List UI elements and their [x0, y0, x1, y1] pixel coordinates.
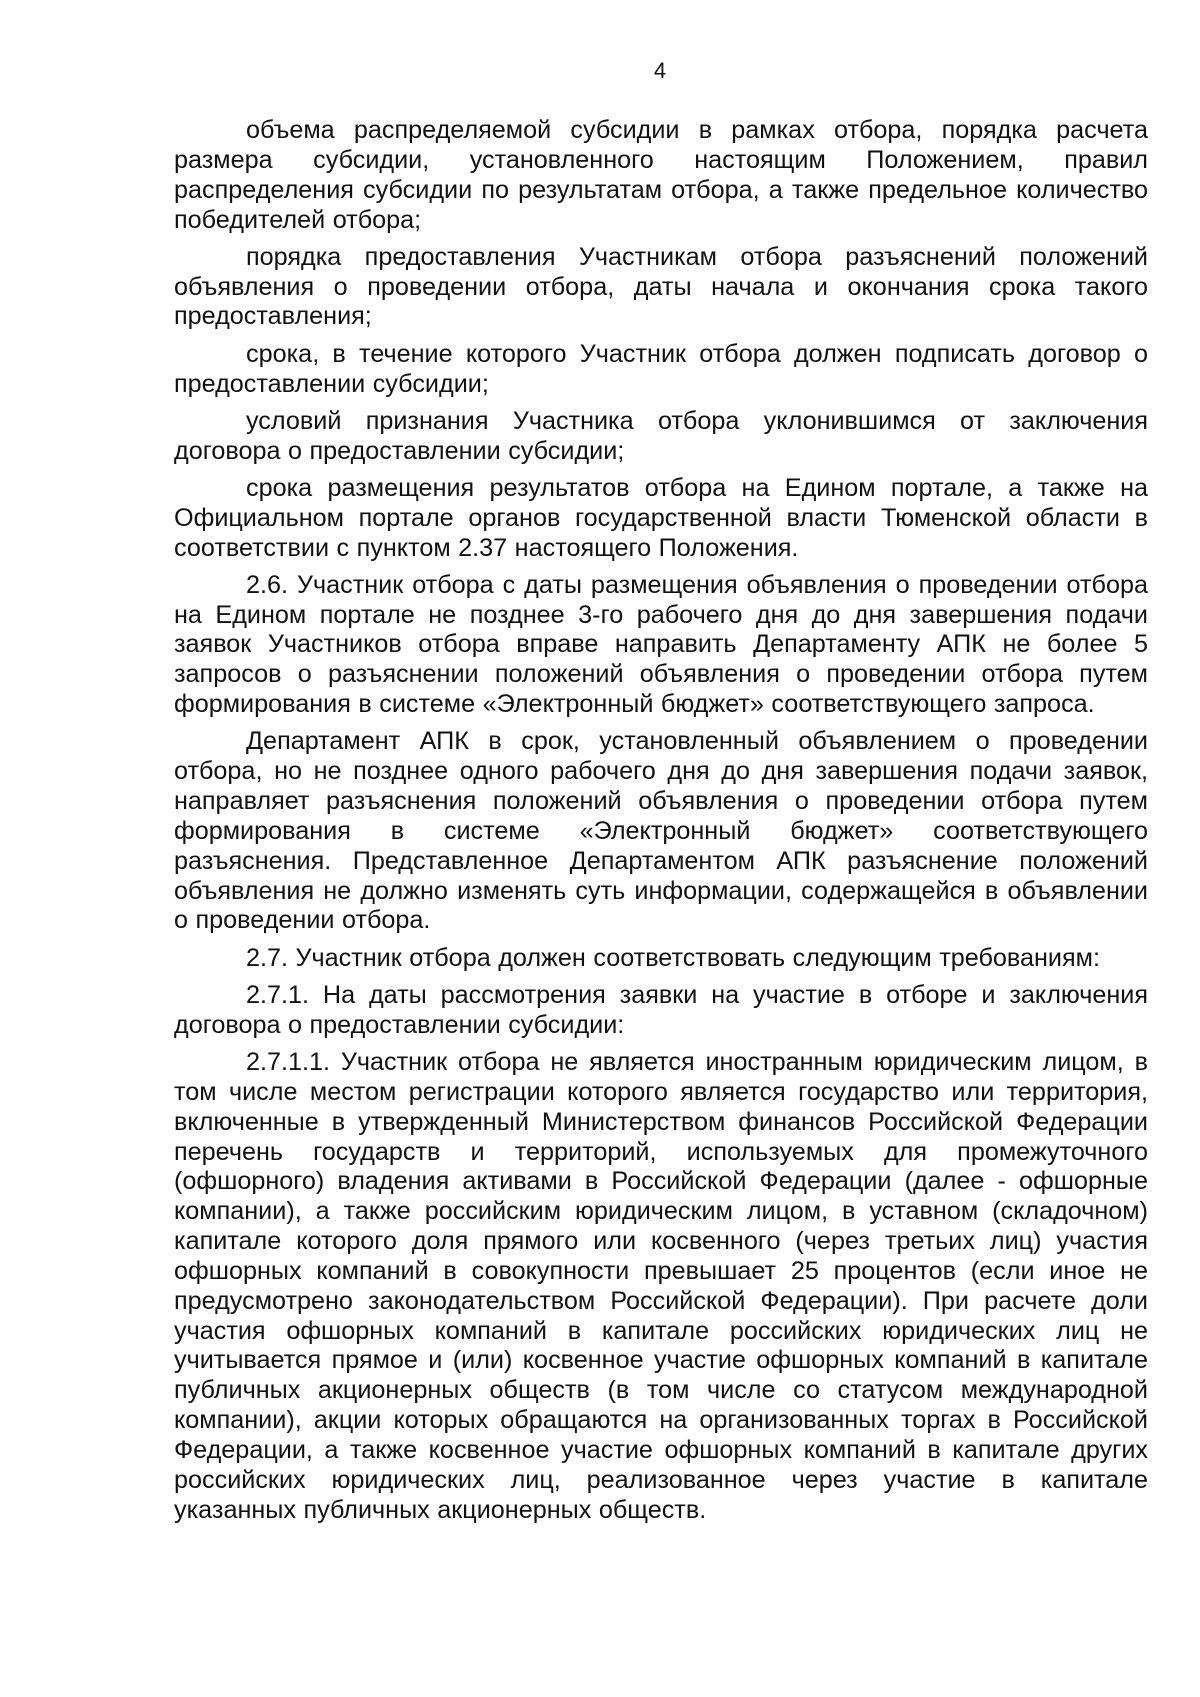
paragraph-department-clarifications: Департамент АПК в срок, установленный объявлением о проведении отбора, но не позднее одного рабочего дня до дня завершения подачи заявок, направляет разъяснения положений объявления о проведении отбора путем формирования в системе «Электронный бюджет» соответствующего разъяснения. Представленное Департаментом АПК разъяснение положений объявления не должно изменять суть информации, содержащейся в объявлении о проведении отбора.	[174, 727, 1148, 935]
paragraph-clarification-procedure: порядка предоставления Участникам отбора разъяснений положений объявления о проведении отбора, даты начала и окончания срока такого предоставления;	[174, 242, 1148, 331]
document-body	[174, 116, 1148, 1533]
paragraph-2-6: 2.6. Участник отбора с даты размещения объявления о проведении отбора на Едином портале не позднее 3-го рабочего дня до дня завершения подачи заявок Участников отбора вправе направить Департаменту АПК не более 5 запросов о разъяснении положений объявления о проведении отбора путем формирования в системе «Электронный бюджет» соответствующего запроса.	[174, 570, 1148, 719]
paragraph-subsidy-volume: объема распределяемой субсидии в рамках отбора, порядка расчета размера субсидии, установленного настоящим Положением, правил распределения субсидии по результатам отбора, а также предельное количество победителей отбора;	[174, 116, 1148, 234]
paragraph-2-7: 2.7. Участник отбора должен соответствовать следующим требованиям:	[246, 943, 1100, 972]
paragraph-evasion-conditions: условий признания Участника отбора уклонившимся от заключения договора о предоставлении субсидии;	[174, 406, 1148, 465]
paragraph-2-7-1-1: 2.7.1.1. Участник отбора не является иностранным юридическим лицом, в том числе местом регистрации которого является государство или территория, включенные в утвержденный Министерством финансов Российской Федерации перечень государств и территорий, используемых для промежуточного (офшорного) владения активами в Российской Федерации (далее - офшорные компании), а также российским юридическим лицом, в уставном (складочном) капитале которого доля прямого или косвенного (через третьих лиц) участия офшорных компаний в совокупности превышает 25 процентов (если иное не предусмотрено законодательством Российской Федерации). При расчете доли участия офшорных компаний в капитале российских юридических лиц не учитывается прямое и (или) косвенное участие офшорных компаний в капитале публичных акционерных обществ (в том числе со статусом международной компании), акции которых обращаются на организованных торгах в Российской Федерации, а также косвенное участие офшорных компаний в капитале других российских юридических лиц, реализованное через участие в капитале указанных публичных акционерных обществ.	[174, 1047, 1148, 1524]
paragraph-contract-signing-term: срока, в течение которого Участник отбора должен подписать договор о предоставлении субсидии;	[174, 339, 1148, 398]
paragraph-2-7-1: 2.7.1. На даты рассмотрения заявки на участие в отборе и заключения договора о предоставлении субсидии:	[174, 980, 1148, 1039]
paragraph-results-publication: срока размещения результатов отбора на Едином портале, а также на Официальном портале органов государственной власти Тюменской области в соответствии с пунктом 2.37 настоящего Положения.	[174, 473, 1148, 562]
page-number: 4	[653, 58, 667, 83]
